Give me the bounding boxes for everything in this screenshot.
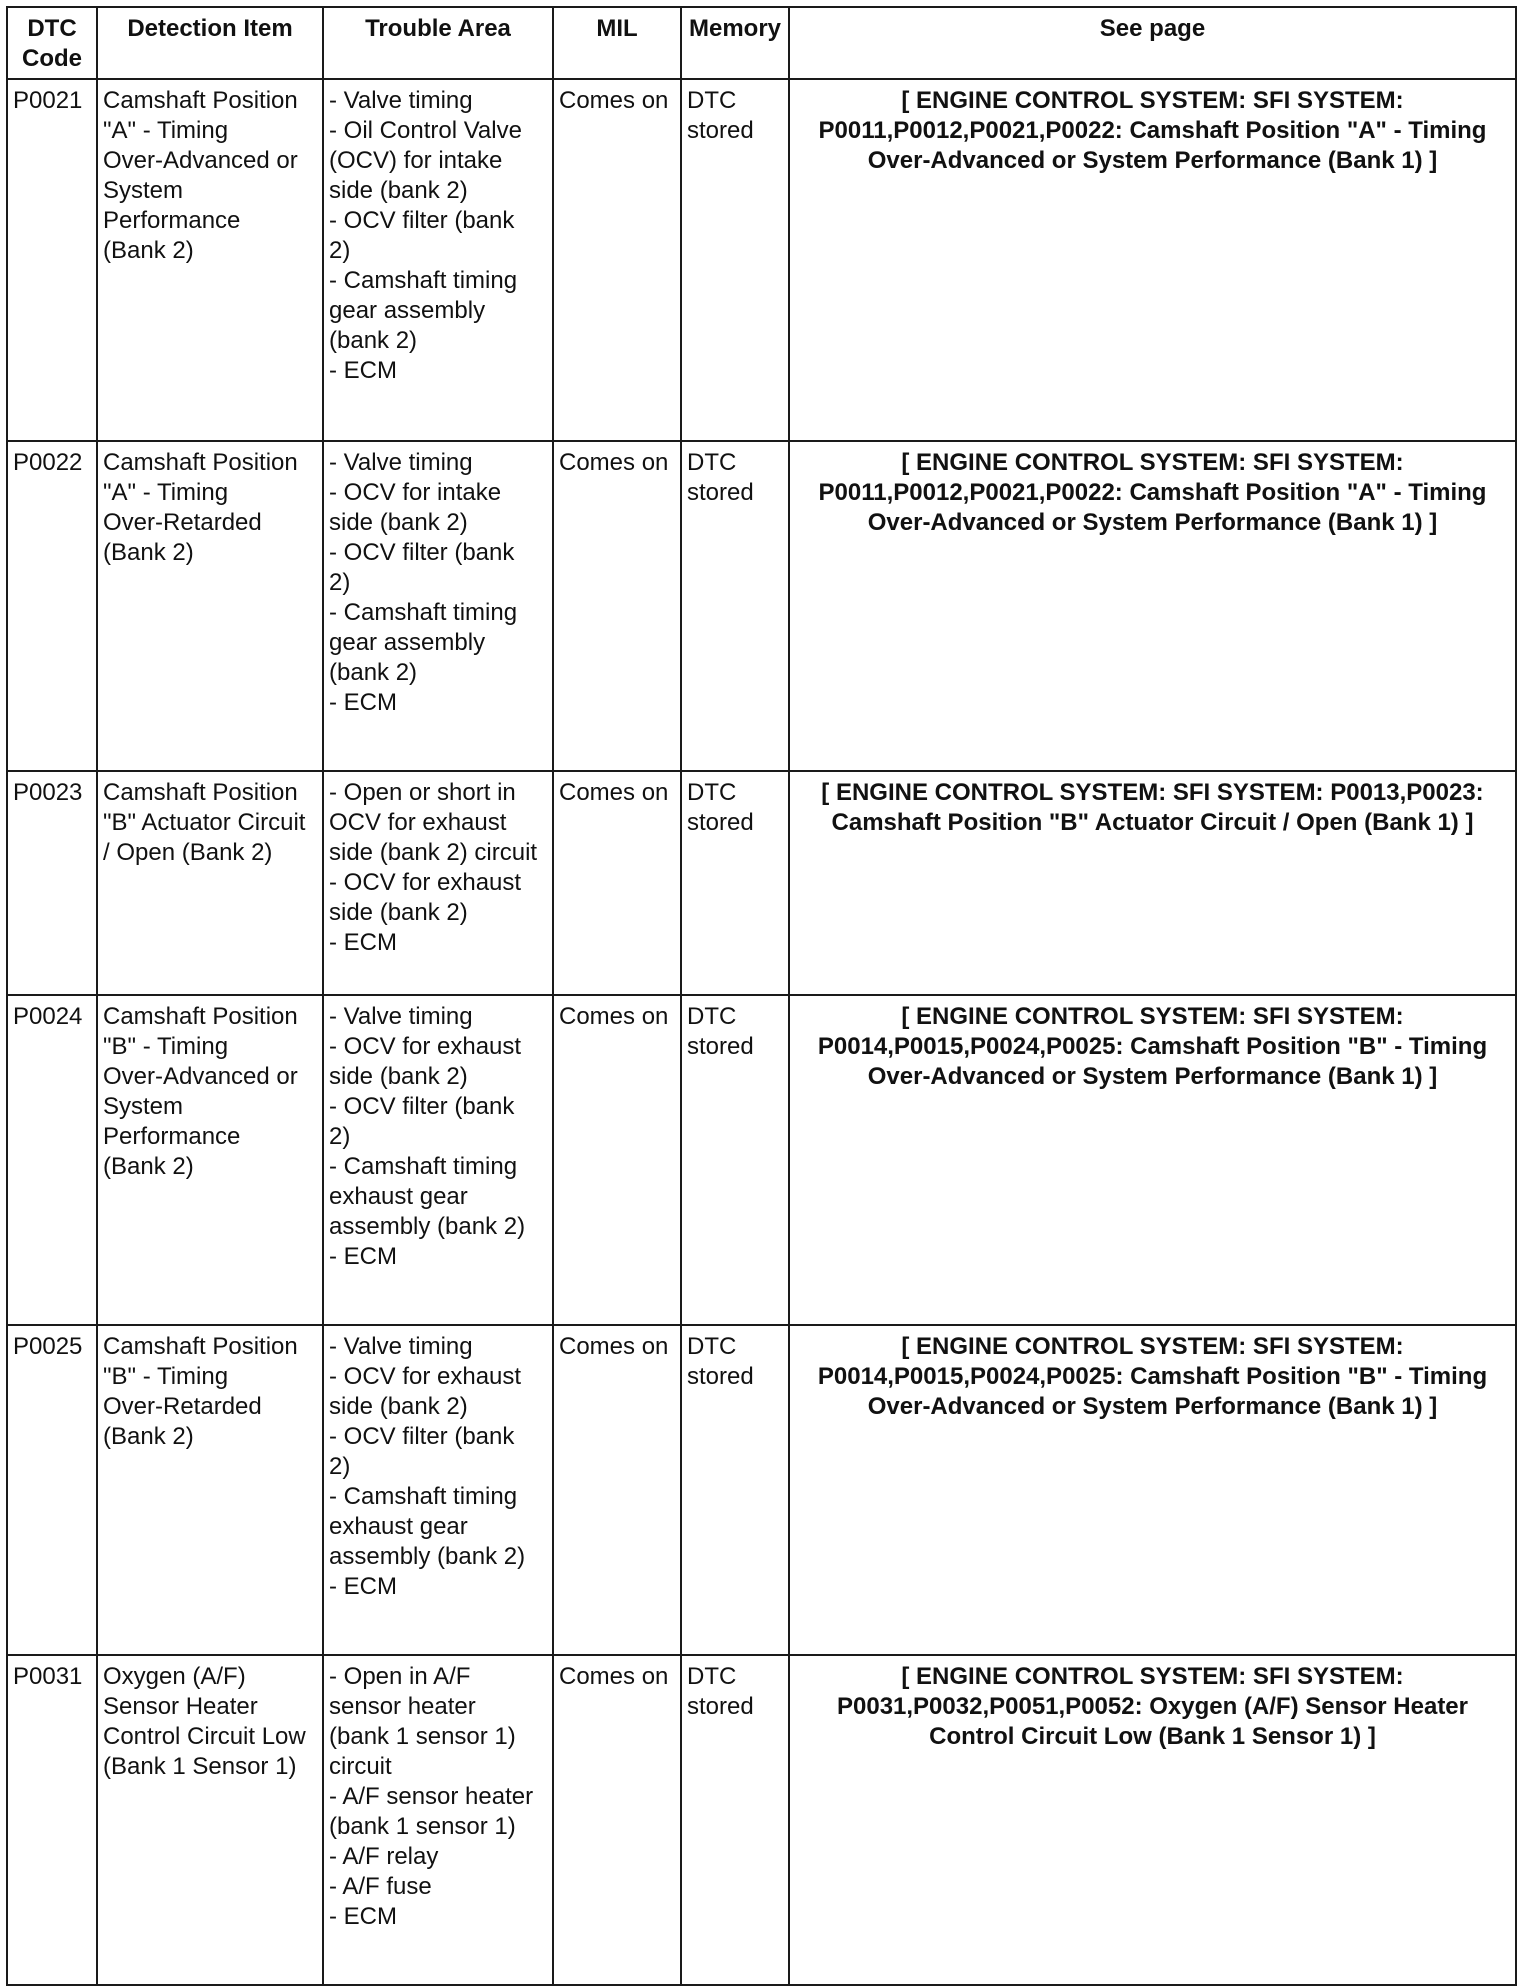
detection-item-cell bbox=[97, 995, 323, 1325]
memory-line: stored bbox=[687, 479, 754, 506]
see-page-cell bbox=[789, 441, 1516, 771]
see-page-line: Over-Advanced or System Performance (Bank 1) ] bbox=[867, 1393, 1438, 1420]
trouble-area-line: 2) bbox=[329, 569, 351, 596]
table-header-row bbox=[7, 7, 1516, 79]
memory-cell bbox=[681, 1325, 789, 1655]
header-dtc-code-line: Code bbox=[22, 45, 82, 72]
see-page-line: [ ENGINE CONTROL SYSTEM: SFI SYSTEM: bbox=[901, 1663, 1404, 1690]
trouble-area-line: - ECM bbox=[329, 929, 397, 956]
header-trouble-area: Trouble Area bbox=[323, 7, 553, 79]
trouble-area-line: side (bank 2) bbox=[329, 899, 468, 926]
detection-item-line: (Bank 2) bbox=[103, 1153, 194, 1180]
trouble-area-line: - ECM bbox=[329, 1243, 397, 1270]
see-page-cell bbox=[789, 771, 1516, 995]
trouble-area-line: - Valve timing bbox=[329, 449, 473, 476]
detection-item-line: Sensor Heater bbox=[103, 1693, 258, 1720]
trouble-area-cell bbox=[323, 995, 553, 1325]
dtc-code-cell: P0025 bbox=[7, 1325, 97, 1655]
see-page-line: Over-Advanced or System Performance (Bank 1) ] bbox=[867, 1063, 1438, 1090]
mil-cell: Comes on bbox=[553, 995, 681, 1325]
trouble-area-line: - Valve timing bbox=[329, 1333, 473, 1360]
detection-item-line: "A" - Timing bbox=[103, 117, 229, 144]
trouble-area-line: side (bank 2) bbox=[329, 1063, 468, 1090]
dtc-code-cell: P0022 bbox=[7, 441, 97, 771]
detection-item-line: Camshaft Position bbox=[103, 1003, 298, 1030]
detection-item-line: Oxygen (A/F) bbox=[103, 1663, 246, 1690]
trouble-area-line: - ECM bbox=[329, 357, 397, 384]
trouble-area-line: 2) bbox=[329, 1123, 351, 1150]
see-page-line: [ ENGINE CONTROL SYSTEM: SFI SYSTEM: P0013,P0023: bbox=[821, 779, 1484, 806]
header-dtc-code bbox=[7, 7, 97, 79]
trouble-area-cell bbox=[323, 771, 553, 995]
trouble-area-line: - Camshaft timing bbox=[329, 1153, 518, 1180]
table-row bbox=[7, 441, 1516, 771]
detection-item-line: System bbox=[103, 1093, 184, 1120]
trouble-area-line: (bank 1 sensor 1) bbox=[329, 1723, 516, 1750]
trouble-area-line: assembly (bank 2) bbox=[329, 1213, 526, 1240]
see-page-line: Over-Advanced or System Performance (Bank 1) ] bbox=[867, 147, 1438, 174]
memory-cell bbox=[681, 995, 789, 1325]
trouble-area-line: (OCV) for intake bbox=[329, 147, 503, 174]
see-page-cell bbox=[789, 1325, 1516, 1655]
detection-item-cell bbox=[97, 1325, 323, 1655]
detection-item-line: "B" Actuator Circuit bbox=[103, 809, 306, 836]
see-page-line: [ ENGINE CONTROL SYSTEM: SFI SYSTEM: bbox=[901, 449, 1404, 476]
detection-item-line: (Bank 2) bbox=[103, 539, 194, 566]
memory-line: stored bbox=[687, 117, 754, 144]
detection-item-line: Over-Advanced or bbox=[103, 147, 298, 174]
detection-item-line: Camshaft Position bbox=[103, 87, 298, 114]
trouble-area-line: - OCV filter (bank bbox=[329, 207, 515, 234]
trouble-area-cell bbox=[323, 441, 553, 771]
dtc-code-cell: P0021 bbox=[7, 79, 97, 441]
detection-item-line: (Bank 2) bbox=[103, 1423, 194, 1450]
table-row bbox=[7, 1655, 1516, 1985]
trouble-area-line: - Camshaft timing bbox=[329, 1483, 518, 1510]
trouble-area-line: exhaust gear bbox=[329, 1513, 468, 1540]
header-see-page: See page bbox=[789, 7, 1516, 79]
see-page-line: [ ENGINE CONTROL SYSTEM: SFI SYSTEM: bbox=[901, 87, 1404, 114]
trouble-area-line: side (bank 2) bbox=[329, 509, 468, 536]
trouble-area-cell bbox=[323, 79, 553, 441]
mil-cell: Comes on bbox=[553, 79, 681, 441]
header-mil: MIL bbox=[553, 7, 681, 79]
trouble-area-line: - ECM bbox=[329, 1903, 397, 1930]
mil-cell: Comes on bbox=[553, 1655, 681, 1985]
trouble-area-line: sensor heater bbox=[329, 1693, 476, 1720]
detection-item-cell bbox=[97, 79, 323, 441]
table-row bbox=[7, 771, 1516, 995]
mil-cell: Comes on bbox=[553, 441, 681, 771]
trouble-area-line: - OCV for intake bbox=[329, 479, 502, 506]
trouble-area-line: - OCV filter (bank bbox=[329, 1093, 515, 1120]
memory-cell bbox=[681, 1655, 789, 1985]
detection-item-line: (Bank 1 Sensor 1) bbox=[103, 1753, 297, 1780]
dtc-code-cell: P0024 bbox=[7, 995, 97, 1325]
see-page-cell bbox=[789, 1655, 1516, 1985]
detection-item-line: System bbox=[103, 177, 184, 204]
trouble-area-line: OCV for exhaust bbox=[329, 809, 507, 836]
detection-item-line: Control Circuit Low bbox=[103, 1723, 306, 1750]
trouble-area-line: (bank 1 sensor 1) bbox=[329, 1813, 516, 1840]
see-page-line: P0014,P0015,P0024,P0025: Camshaft Position "B" - Timing bbox=[817, 1363, 1488, 1390]
trouble-area-line: - ECM bbox=[329, 1573, 397, 1600]
trouble-area-line: side (bank 2) bbox=[329, 1393, 468, 1420]
detection-item-line: / Open (Bank 2) bbox=[103, 839, 273, 866]
trouble-area-line: - Valve timing bbox=[329, 1003, 473, 1030]
detection-item-line: "B" - Timing bbox=[103, 1033, 229, 1060]
see-page-line: Camshaft Position "B" Actuator Circuit / Open (Bank 1) ] bbox=[831, 809, 1474, 836]
table-row bbox=[7, 1325, 1516, 1655]
trouble-area-line: - A/F sensor heater bbox=[329, 1783, 534, 1810]
trouble-area-line: - OCV filter (bank bbox=[329, 1423, 515, 1450]
trouble-area-line: (bank 2) bbox=[329, 327, 418, 354]
trouble-area-line: - Open or short in bbox=[329, 779, 516, 806]
trouble-area-line: - OCV for exhaust bbox=[329, 869, 522, 896]
trouble-area-line: - OCV filter (bank bbox=[329, 539, 515, 566]
header-memory: Memory bbox=[681, 7, 789, 79]
see-page-line: P0011,P0012,P0021,P0022: Camshaft Position "A" - Timing bbox=[818, 479, 1487, 506]
dtc-table bbox=[6, 6, 1517, 1986]
table-body bbox=[7, 79, 1516, 1985]
detection-item-cell bbox=[97, 441, 323, 771]
detection-item-line: "B" - Timing bbox=[103, 1363, 229, 1390]
trouble-area-line: - ECM bbox=[329, 689, 397, 716]
trouble-area-line: - OCV for exhaust bbox=[329, 1033, 522, 1060]
memory-line: DTC bbox=[687, 1333, 737, 1360]
trouble-area-cell bbox=[323, 1655, 553, 1985]
table-row bbox=[7, 995, 1516, 1325]
trouble-area-line: 2) bbox=[329, 237, 351, 264]
trouble-area-line: gear assembly bbox=[329, 297, 486, 324]
see-page-line: [ ENGINE CONTROL SYSTEM: SFI SYSTEM: bbox=[901, 1333, 1404, 1360]
detection-item-line: Performance bbox=[103, 207, 241, 234]
trouble-area-line: - OCV for exhaust bbox=[329, 1363, 522, 1390]
detection-item-line: (Bank 2) bbox=[103, 237, 194, 264]
mil-cell: Comes on bbox=[553, 771, 681, 995]
detection-item-line: Camshaft Position bbox=[103, 779, 298, 806]
detection-item-line: Camshaft Position bbox=[103, 1333, 298, 1360]
trouble-area-line: - A/F relay bbox=[329, 1843, 439, 1870]
see-page-line: P0014,P0015,P0024,P0025: Camshaft Position "B" - Timing bbox=[817, 1033, 1488, 1060]
memory-line: DTC bbox=[687, 87, 737, 114]
memory-cell bbox=[681, 771, 789, 995]
see-page-cell bbox=[789, 79, 1516, 441]
see-page-cell bbox=[789, 995, 1516, 1325]
detection-item-line: Camshaft Position bbox=[103, 449, 298, 476]
see-page-line: P0031,P0032,P0051,P0052: Oxygen (A/F) Sensor Heater bbox=[836, 1693, 1468, 1720]
memory-line: DTC bbox=[687, 1003, 737, 1030]
memory-line: stored bbox=[687, 1363, 754, 1390]
mil-cell: Comes on bbox=[553, 1325, 681, 1655]
detection-item-line: Over-Advanced or bbox=[103, 1063, 298, 1090]
memory-line: DTC bbox=[687, 449, 737, 476]
memory-cell bbox=[681, 79, 789, 441]
detection-item-line: "A" - Timing bbox=[103, 479, 229, 506]
trouble-area-line: - Oil Control Valve bbox=[329, 117, 522, 144]
trouble-area-line: exhaust gear bbox=[329, 1183, 468, 1210]
header-detection-item: Detection Item bbox=[97, 7, 323, 79]
memory-line: stored bbox=[687, 1693, 754, 1720]
trouble-area-line: - Camshaft timing bbox=[329, 267, 518, 294]
detection-item-line: Over-Retarded bbox=[103, 1393, 262, 1420]
see-page-line: P0011,P0012,P0021,P0022: Camshaft Position "A" - Timing bbox=[818, 117, 1487, 144]
detection-item-line: Performance bbox=[103, 1123, 241, 1150]
detection-item-cell bbox=[97, 1655, 323, 1985]
trouble-area-line: - A/F fuse bbox=[329, 1873, 432, 1900]
trouble-area-line: side (bank 2) circuit bbox=[329, 839, 538, 866]
trouble-area-cell bbox=[323, 1325, 553, 1655]
memory-line: stored bbox=[687, 1033, 754, 1060]
trouble-area-line: - Open in A/F bbox=[329, 1663, 471, 1690]
trouble-area-line: circuit bbox=[329, 1753, 392, 1780]
memory-line: DTC bbox=[687, 1663, 737, 1690]
trouble-area-line: side (bank 2) bbox=[329, 177, 468, 204]
trouble-area-line: 2) bbox=[329, 1453, 351, 1480]
trouble-area-line: gear assembly bbox=[329, 629, 486, 656]
trouble-area-line: - Valve timing bbox=[329, 87, 473, 114]
table-row bbox=[7, 79, 1516, 441]
dtc-code-cell: P0031 bbox=[7, 1655, 97, 1985]
see-page-line: Over-Advanced or System Performance (Bank 1) ] bbox=[867, 509, 1438, 536]
memory-cell bbox=[681, 441, 789, 771]
header-dtc-code-line: DTC bbox=[27, 15, 77, 42]
dtc-code-cell: P0023 bbox=[7, 771, 97, 995]
trouble-area-line: assembly (bank 2) bbox=[329, 1543, 526, 1570]
see-page-line: Control Circuit Low (Bank 1 Sensor 1) ] bbox=[929, 1723, 1376, 1750]
memory-line: stored bbox=[687, 809, 754, 836]
memory-line: DTC bbox=[687, 779, 737, 806]
detection-item-cell bbox=[97, 771, 323, 995]
detection-item-line: Over-Retarded bbox=[103, 509, 262, 536]
trouble-area-line: (bank 2) bbox=[329, 659, 418, 686]
see-page-line: [ ENGINE CONTROL SYSTEM: SFI SYSTEM: bbox=[901, 1003, 1404, 1030]
trouble-area-line: - Camshaft timing bbox=[329, 599, 518, 626]
